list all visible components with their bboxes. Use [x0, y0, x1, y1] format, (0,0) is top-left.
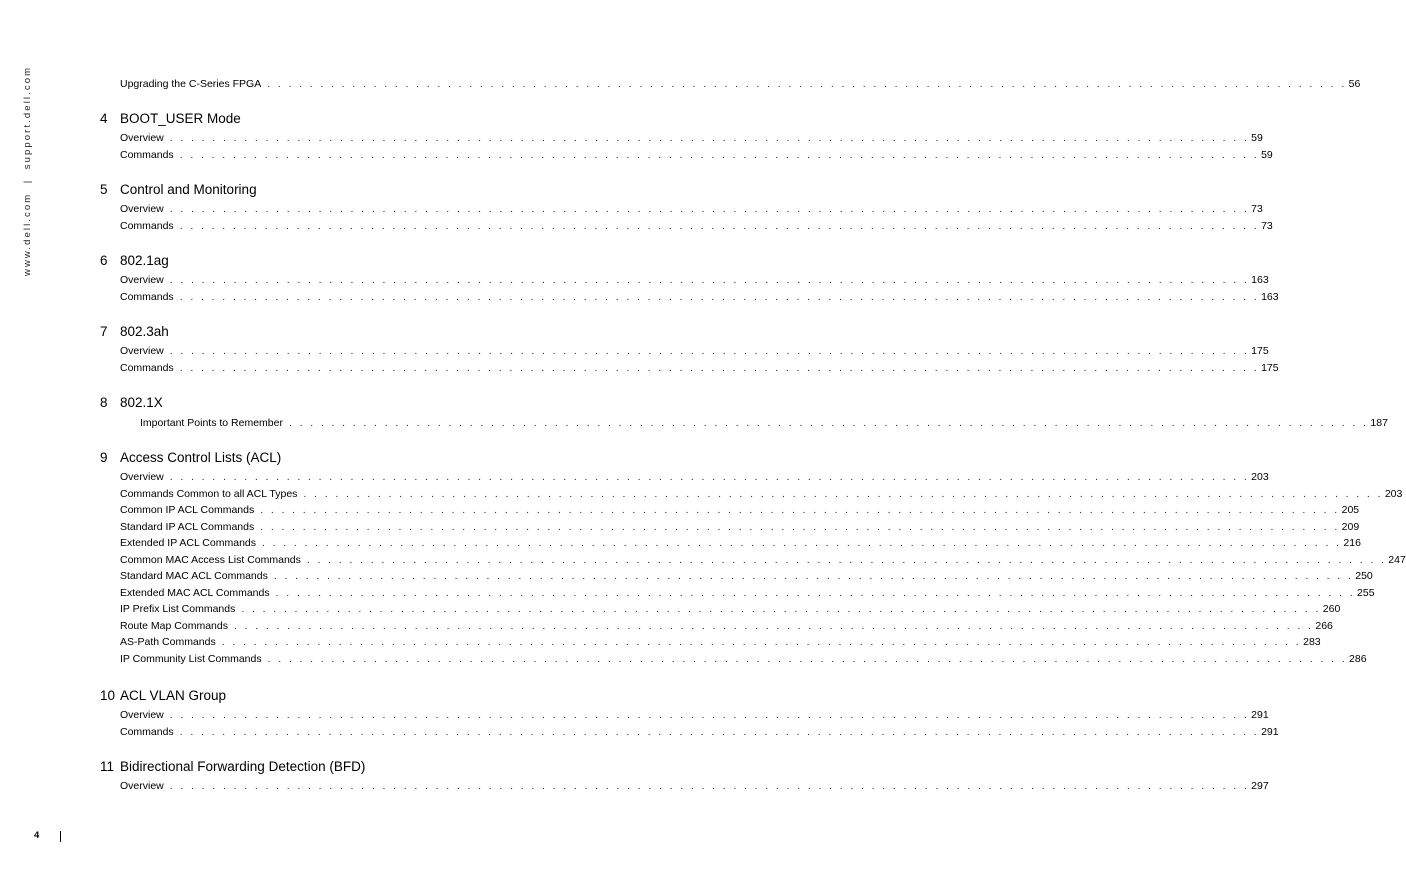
- chapter-title: 802.1X: [120, 395, 163, 410]
- chapter-title: 802.1ag: [120, 253, 169, 268]
- toc-entry-page: 163: [1261, 291, 1279, 303]
- chapter-heading-8[interactable]: [100, 394, 163, 412]
- chapter-number: 4: [100, 111, 108, 126]
- toc-entry-page: 255: [1357, 587, 1375, 599]
- toc-entry[interactable]: [120, 343, 1269, 357]
- dot-leader: . . . . . . . . . . . . . . . . . . . . . . . . . . . . . . . . . . . . . . . . . . . . . . . . . . . . . . . . . . . . . . . . . . . . . . . . . . . . . . . . . . . . . . . . . . . . . . . . . . . . . .: [303, 488, 1383, 500]
- chapter-number: 11: [100, 759, 115, 774]
- toc-entry[interactable]: [120, 469, 1269, 483]
- toc-entry[interactable]: [120, 618, 1333, 632]
- toc-entry-page: 291: [1261, 726, 1279, 738]
- toc-entry-label: Commands Common to all ACL Types: [120, 488, 298, 500]
- dot-leader: . . . . . . . . . . . . . . . . . . . . . . . . . . . . . . . . . . . . . . . . . . . . . . . . . . . . . . . . . . . . . . . . . . . . . . . . . . . . . . . . . . . . . . . . . . . . . . . . . . . . . .: [233, 620, 1314, 632]
- toc-entry-label: Common MAC Access List Commands: [120, 554, 301, 566]
- toc-entry[interactable]: [120, 651, 1367, 665]
- toc-entry-page: 291: [1251, 709, 1269, 721]
- toc-entry-upgrading-fpga[interactable]: [120, 76, 1361, 90]
- chapter-title: 802.3ah: [120, 324, 169, 339]
- chapter-number: 8: [100, 395, 108, 410]
- toc-entry-label: Extended MAC ACL Commands: [120, 587, 270, 599]
- chapter-title: BOOT_USER Mode: [120, 111, 241, 126]
- dot-leader: . . . . . . . . . . . . . . . . . . . . . . . . . . . . . . . . . . . . . . . . . . . . . . . . . . . . . . . . . . . . . . . . . . . . . . . . . . . . . . . . . . . . . . . . . . . . . . . . . . . . . .: [169, 274, 1250, 286]
- dot-leader: . . . . . . . . . . . . . . . . . . . . . . . . . . . . . . . . . . . . . . . . . . . . . . . . . . . . . . . . . . . . . . . . . . . . . . . . . . . . . . . . . . . . . . . . . . . . . . . . . . . . . .: [179, 362, 1260, 374]
- dot-leader: . . . . . . . . . . . . . . . . . . . . . . . . . . . . . . . . . . . . . . . . . . . . . . . . . . . . . . . . . . . . . . . . . . . . . . . . . . . . . . . . . . . . . . . . . . . . . . . . . . . . . .: [267, 653, 1348, 665]
- dot-leader: . . . . . . . . . . . . . . . . . . . . . . . . . . . . . . . . . . . . . . . . . . . . . . . . . . . . . . . . . . . . . . . . . . . . . . . . . . . . . . . . . . . . . . . . . . . . . . . . . . . . . .: [306, 554, 1387, 566]
- chapter-number: 5: [100, 182, 108, 197]
- toc-entry[interactable]: [140, 415, 1388, 429]
- chapter-heading-9[interactable]: [100, 449, 281, 467]
- toc-entry-label: Overview: [120, 203, 164, 215]
- toc-entry-page: 175: [1251, 345, 1269, 357]
- side-url-text: www.dell.com | support.dell.com: [22, 65, 33, 276]
- chapter-heading-5[interactable]: [100, 181, 257, 199]
- toc-entry-page: 266: [1315, 620, 1333, 632]
- toc-entry[interactable]: [120, 778, 1269, 792]
- dot-leader: . . . . . . . . . . . . . . . . . . . . . . . . . . . . . . . . . . . . . . . . . . . . . . . . . . . . . . . . . . . . . . . . . . . . . . . . . . . . . . . . . . . . . . . . . . . . . . . . . . . . . .: [169, 709, 1250, 721]
- toc-entry[interactable]: [120, 289, 1279, 303]
- toc-entry-page: 203: [1251, 471, 1269, 483]
- dot-leader: . . . . . . . . . . . . . . . . . . . . . . . . . . . . . . . . . . . . . . . . . . . . . . . . . . . . . . . . . . . . . . . . . . . . . . . . . . . . . . . . . . . . . . . . . . . . . . . . . . . . . .: [169, 132, 1250, 144]
- chapter-heading-11[interactable]: [100, 758, 365, 776]
- toc-entry[interactable]: [120, 535, 1361, 549]
- toc-entry-page: 73: [1261, 220, 1273, 232]
- dot-leader: . . . . . . . . . . . . . . . . . . . . . . . . . . . . . . . . . . . . . . . . . . . . . . . . . . . . . . . . . . . . . . . . . . . . . . . . . . . . . . . . . . . . . . . . . . . . . . . . . . . . . .: [267, 78, 1347, 90]
- toc-entry[interactable]: [120, 585, 1375, 599]
- toc-entry[interactable]: [120, 707, 1269, 721]
- toc-entry-label: Important Points to Remember: [140, 417, 283, 429]
- dot-leader: . . . . . . . . . . . . . . . . . . . . . . . . . . . . . . . . . . . . . . . . . . . . . . . . . . . . . . . . . . . . . . . . . . . . . . . . . . . . . . . . . . . . . . . . . . . . . . . . . . . . . .: [169, 203, 1250, 215]
- toc-entry[interactable]: [120, 272, 1269, 286]
- chapter-title: Access Control Lists (ACL): [120, 450, 282, 465]
- dot-leader: . . . . . . . . . . . . . . . . . . . . . . . . . . . . . . . . . . . . . . . . . . . . . . . . . . . . . . . . . . . . . . . . . . . . . . . . . . . . . . . . . . . . . . . . . . . . . . . . . . . . . .: [179, 149, 1260, 161]
- chapter-title: Control and Monitoring: [120, 182, 257, 197]
- dot-leader: . . . . . . . . . . . . . . . . . . . . . . . . . . . . . . . . . . . . . . . . . . . . . . . . . . . . . . . . . . . . . . . . . . . . . . . . . . . . . . . . . . . . . . . . . . . . . . . . . . . . . .: [221, 636, 1302, 648]
- toc-entry-label: AS-Path Commands: [120, 636, 216, 648]
- chapter-title: ACL VLAN Group: [120, 688, 227, 703]
- toc-entry-label: Extended IP ACL Commands: [120, 537, 256, 549]
- toc-entry[interactable]: [120, 147, 1273, 161]
- toc-entry-page: 209: [1341, 521, 1360, 533]
- dot-leader: . . . . . . . . . . . . . . . . . . . . . . . . . . . . . . . . . . . . . . . . . . . . . . . . . . . . . . . . . . . . . . . . . . . . . . . . . . . . . . . . . . . . . . . . . . . . . . . . . . . . . .: [169, 345, 1250, 357]
- dot-leader: . . . . . . . . . . . . . . . . . . . . . . . . . . . . . . . . . . . . . . . . . . . . . . . . . . . . . . . . . . . . . . . . . . . . . . . . . . . . . . . . . . . . . . . . . . . . . . . . . . . . . .: [179, 291, 1260, 303]
- dot-leader: . . . . . . . . . . . . . . . . . . . . . . . . . . . . . . . . . . . . . . . . . . . . . . . . . . . . . . . . . . . . . . . . . . . . . . . . . . . . . . . . . . . . . . . . . . . . . . . . . . . . . .: [241, 603, 1321, 615]
- toc-entry-label: Standard IP ACL Commands: [120, 521, 255, 533]
- toc-entry-label: Commands: [120, 362, 174, 374]
- toc-entry-label: Commands: [120, 220, 174, 232]
- toc-entry-page: 260: [1322, 603, 1341, 615]
- toc-entry-page: 73: [1251, 203, 1263, 215]
- toc-entry[interactable]: [120, 502, 1360, 516]
- toc-entry-page: 187: [1370, 417, 1388, 429]
- chapter-number: 7: [100, 324, 108, 339]
- dot-leader: . . . . . . . . . . . . . . . . . . . . . . . . . . . . . . . . . . . . . . . . . . . . . . . . . . . . . . . . . . . . . . . . . . . . . . . . . . . . . . . . . . . . . . . . . . . . . . . . . . . . . .: [260, 504, 1340, 516]
- toc-entry[interactable]: [120, 360, 1279, 374]
- chapter-heading-10[interactable]: [100, 687, 226, 705]
- toc-entry-label: Route Map Commands: [120, 620, 228, 632]
- toc-entry-page: 59: [1261, 149, 1273, 161]
- dot-leader: . . . . . . . . . . . . . . . . . . . . . . . . . . . . . . . . . . . . . . . . . . . . . . . . . . . . . . . . . . . . . . . . . . . . . . . . . . . . . . . . . . . . . . . . . . . . . . . . . . . . . .: [260, 521, 1340, 533]
- toc-entry-label: Overview: [120, 345, 164, 357]
- toc-entry-label: Overview: [120, 709, 164, 721]
- toc-entry-label: Commands: [120, 149, 174, 161]
- toc-entry-page: 286: [1349, 653, 1367, 665]
- toc-entry[interactable]: [120, 601, 1341, 615]
- toc-entry-label: Commands: [120, 726, 174, 738]
- dot-leader: . . . . . . . . . . . . . . . . . . . . . . . . . . . . . . . . . . . . . . . . . . . . . . . . . . . . . . . . . . . . . . . . . . . . . . . . . . . . . . . . . . . . . . . . . . . . . . . . . . . . . .: [179, 220, 1260, 232]
- dot-leader: . . . . . . . . . . . . . . . . . . . . . . . . . . . . . . . . . . . . . . . . . . . . . . . . . . . . . . . . . . . . . . . . . . . . . . . . . . . . . . . . . . . . . . . . . . . . . . . . . . . . . .: [288, 417, 1369, 429]
- chapter-heading-4[interactable]: [100, 110, 241, 128]
- toc-entry[interactable]: [120, 218, 1273, 232]
- toc-entry[interactable]: [120, 634, 1321, 648]
- dot-leader: . . . . . . . . . . . . . . . . . . . . . . . . . . . . . . . . . . . . . . . . . . . . . . . . . . . . . . . . . . . . . . . . . . . . . . . . . . . . . . . . . . . . . . . . . . . . . . . . . . . . . .: [275, 587, 1356, 599]
- toc-entry-page: 203: [1384, 488, 1403, 500]
- chapter-number: 9: [100, 450, 108, 465]
- toc-entry-page: 216: [1343, 537, 1361, 549]
- dot-leader: . . . . . . . . . . . . . . . . . . . . . . . . . . . . . . . . . . . . . . . . . . . . . . . . . . . . . . . . . . . . . . . . . . . . . . . . . . . . . . . . . . . . . . . . . . . . . . . . . . . . . .: [273, 570, 1354, 582]
- toc-entry-page: 163: [1251, 274, 1269, 286]
- dot-leader: . . . . . . . . . . . . . . . . . . . . . . . . . . . . . . . . . . . . . . . . . . . . . . . . . . . . . . . . . . . . . . . . . . . . . . . . . . . . . . . . . . . . . . . . . . . . . . . . . . . . . .: [262, 537, 1342, 549]
- toc-entry[interactable]: [120, 724, 1279, 738]
- toc-entry-label: Upgrading the C-Series FPGA: [120, 78, 262, 90]
- dot-leader: . . . . . . . . . . . . . . . . . . . . . . . . . . . . . . . . . . . . . . . . . . . . . . . . . . . . . . . . . . . . . . . . . . . . . . . . . . . . . . . . . . . . . . . . . . . . . . . . . . . . . .: [169, 471, 1250, 483]
- toc-entry-page: 247: [1388, 554, 1406, 566]
- toc-entry-label: Overview: [120, 780, 164, 792]
- toc-entry-label: IP Community List Commands: [120, 653, 262, 665]
- toc-entry-page: 175: [1261, 362, 1279, 374]
- chapter-number: 6: [100, 253, 108, 268]
- chapter-title: Bidirectional Forwarding Detection (BFD): [120, 759, 366, 774]
- dot-leader: . . . . . . . . . . . . . . . . . . . . . . . . . . . . . . . . . . . . . . . . . . . . . . . . . . . . . . . . . . . . . . . . . . . . . . . . . . . . . . . . . . . . . . . . . . . . . . . . . . . . . .: [169, 780, 1250, 792]
- dot-leader: . . . . . . . . . . . . . . . . . . . . . . . . . . . . . . . . . . . . . . . . . . . . . . . . . . . . . . . . . . . . . . . . . . . . . . . . . . . . . . . . . . . . . . . . . . . . . . . . . . . . . .: [179, 726, 1260, 738]
- chapter-heading-7[interactable]: [100, 323, 169, 341]
- toc-entry-label: Overview: [120, 274, 164, 286]
- footer-page-number: 4: [34, 830, 40, 841]
- toc-entry-label: Overview: [120, 471, 164, 483]
- toc-entry-label: Overview: [120, 132, 164, 144]
- toc-entry-page: 205: [1341, 504, 1360, 516]
- toc-entry-page: 297: [1251, 780, 1269, 792]
- footer-divider: [60, 831, 61, 842]
- toc-entry[interactable]: [120, 130, 1263, 144]
- toc-entry[interactable]: [120, 201, 1263, 215]
- chapter-number: 10: [100, 688, 116, 703]
- toc-entry-page: 283: [1303, 636, 1321, 648]
- toc-entry-label: Commands: [120, 291, 174, 303]
- toc-entry-page: 56: [1348, 78, 1361, 90]
- toc-entry[interactable]: [120, 552, 1406, 566]
- toc-entry[interactable]: [120, 519, 1360, 533]
- toc-entry-label: Standard MAC ACL Commands: [120, 570, 268, 582]
- chapter-heading-6[interactable]: [100, 252, 169, 270]
- toc-entry-label: IP Prefix List Commands: [120, 603, 236, 615]
- toc-entry-page: 250: [1355, 570, 1373, 582]
- toc-entry[interactable]: [120, 486, 1403, 500]
- toc-entry-label: Common IP ACL Commands: [120, 504, 255, 516]
- toc-entry[interactable]: [120, 568, 1373, 582]
- toc-entry-page: 59: [1251, 132, 1263, 144]
